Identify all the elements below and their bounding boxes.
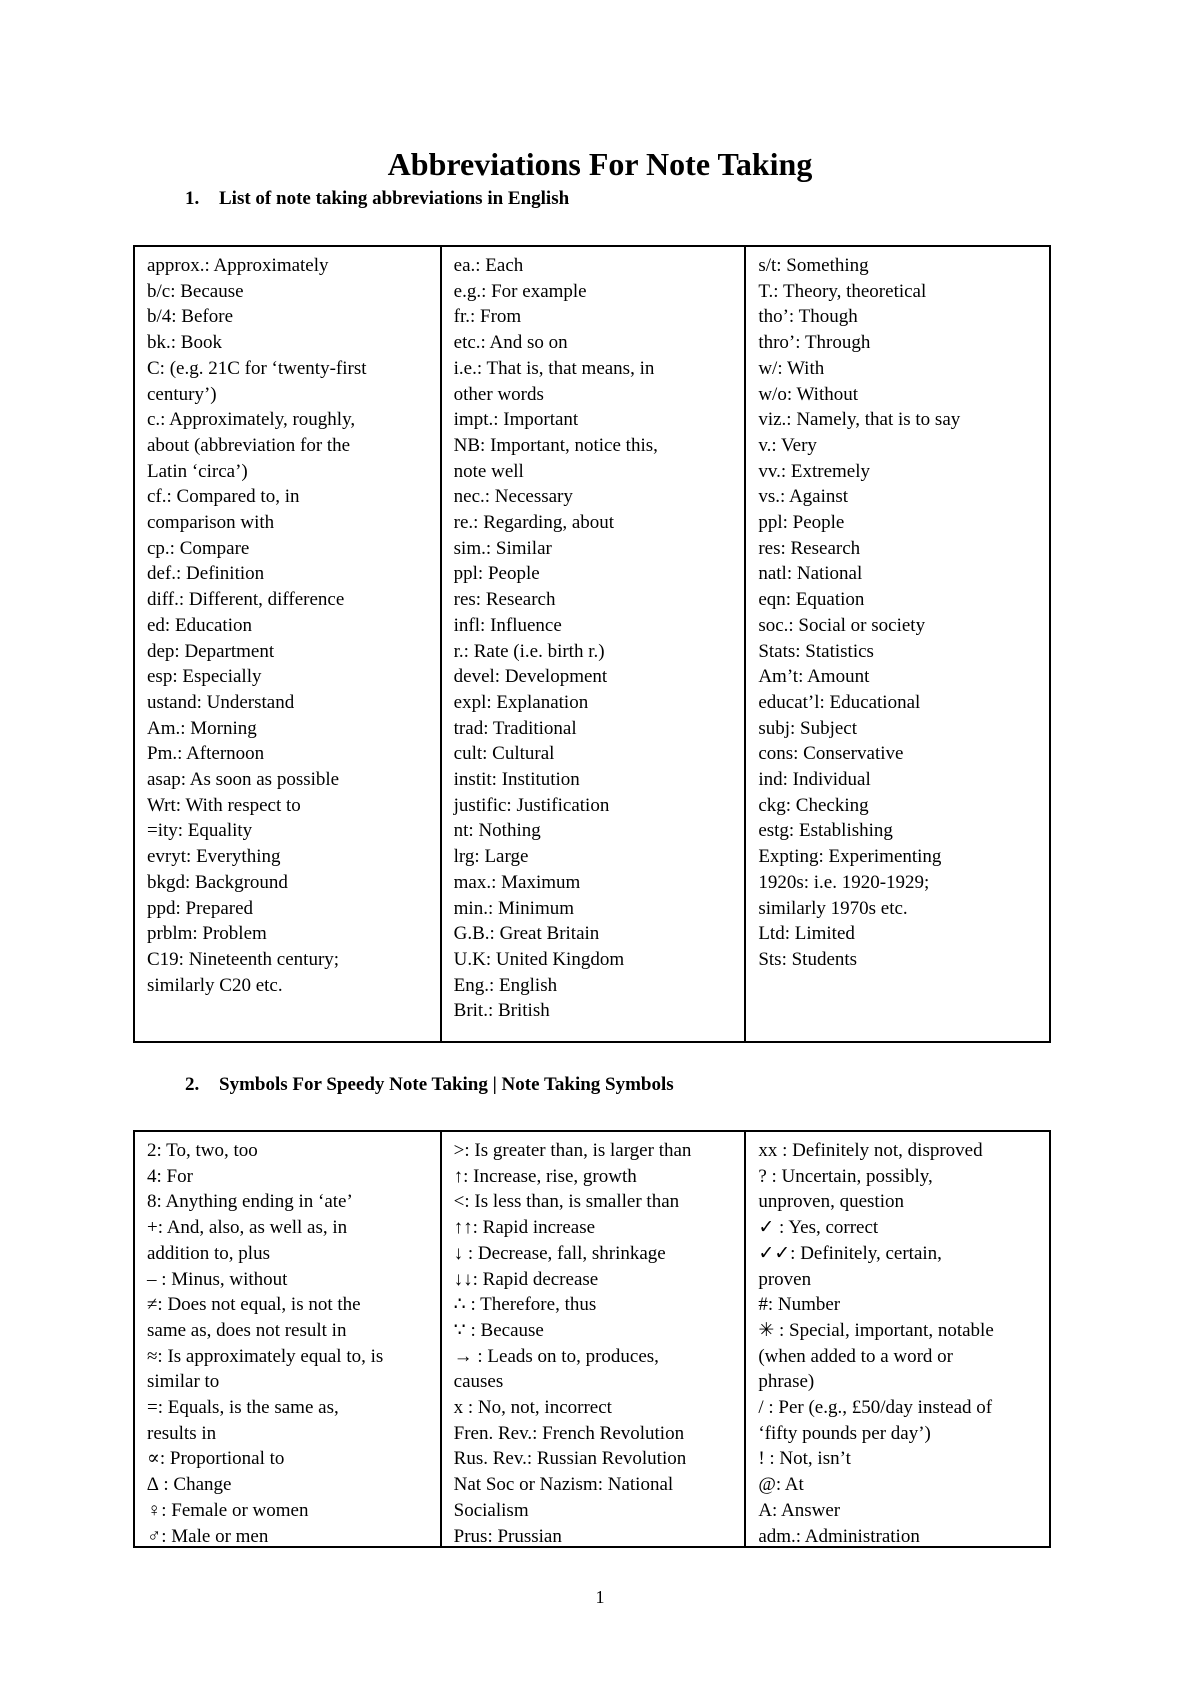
- table-cell-line: (when added to a word or: [758, 1345, 954, 1367]
- table-cell-line: Ltd: Limited: [758, 923, 855, 945]
- section-2-number: 2.: [185, 1074, 200, 1095]
- symbols-column-3: [744, 1132, 1049, 1546]
- table-cell-line: comparison with: [147, 512, 275, 534]
- table-cell-line: ckg: Checking: [758, 794, 869, 816]
- table-cell-line: ✳ : Special, important, notable: [758, 1319, 994, 1341]
- table-cell-line: ✓✓: Definitely, certain,: [758, 1242, 942, 1264]
- table-cell-line: Wrt: With respect to: [147, 794, 301, 816]
- table-cell-line: ↓ : Decrease, fall, shrinkage: [453, 1242, 666, 1264]
- table-cell-line: ustand: Understand: [147, 691, 295, 713]
- table-cell-line: addition to, plus: [147, 1242, 270, 1264]
- table-cell-line: proven: [758, 1268, 812, 1290]
- table-cell-line: natl: National: [758, 563, 863, 585]
- table-cell-line: ∵ : Because: [453, 1319, 544, 1341]
- table-cell-line: note well: [453, 460, 524, 482]
- table-cell-line: Latin ‘circa’): [147, 460, 248, 482]
- table-cell-line: ↓↓: Rapid decrease: [453, 1268, 599, 1290]
- table-cell-line: ‘fifty pounds per day’): [758, 1422, 931, 1444]
- section-2-heading-text: Symbols For Speedy Note Taking | Note Taking Symbols: [219, 1074, 674, 1095]
- table-cell-line: vs.: Against: [758, 486, 849, 508]
- table-cell-line: +: And, also, as well as, in: [147, 1217, 348, 1239]
- table-cell-line: ea.: Each: [453, 255, 524, 276]
- page-number: 1: [595, 1587, 605, 1607]
- table-cell-line: infl: Influence: [453, 614, 562, 636]
- table-cell-line: def.: Definition: [147, 563, 265, 585]
- table-cell-line: G.B.: Great Britain: [453, 923, 600, 945]
- table-cell-line: C: (e.g. 21C for ‘twenty-first: [147, 357, 367, 379]
- table-cell-line: adm.: Administration: [758, 1525, 920, 1546]
- table-cell-line: similarly 1970s etc.: [758, 897, 908, 919]
- table-cell-line: causes: [453, 1371, 504, 1393]
- table-cell-line: Am.: Morning: [147, 717, 257, 739]
- table-cell-line: ✓ : Yes, correct: [758, 1217, 879, 1239]
- table-cell-line: ppl: People: [453, 563, 540, 585]
- table-cell-line: Stats: Statistics: [758, 640, 874, 662]
- table-cell-line: 2: To, two, too: [147, 1140, 258, 1161]
- table-cell-line: ind: Individual: [758, 769, 871, 791]
- symbols-column-2: [440, 1132, 745, 1546]
- section-1-number: 1.: [185, 188, 200, 209]
- table-cell-line: asap: As soon as possible: [147, 769, 340, 791]
- table-cell-line: NB: Important, notice this,: [453, 434, 658, 456]
- table-cell-line: educat’l: Educational: [758, 691, 921, 713]
- table-cell-line: 8: Anything ending in ‘ate’: [147, 1191, 353, 1213]
- table-cell-line: Expting: Experimenting: [758, 846, 942, 868]
- table-cell-line: century’): [147, 383, 217, 405]
- table-cell-line: w/: With: [758, 357, 825, 379]
- table-cell-line: Fren. Rev.: French Revolution: [453, 1422, 685, 1444]
- table-cell-line: same as, does not result in: [147, 1319, 347, 1341]
- table-cell-line: T.: Theory, theoretical: [758, 280, 927, 302]
- table-cell-line: similarly C20 etc.: [147, 974, 283, 996]
- table-cell-line: U.K: United Kingdom: [453, 948, 625, 970]
- table-cell-line: viz.: Namely, that is to say: [758, 409, 961, 431]
- table-cell-line: cf.: Compared to, in: [147, 486, 300, 508]
- section-2-heading: [185, 1072, 674, 1098]
- table-cell-line: esp: Especially: [147, 666, 262, 688]
- table-cell-line: A: Answer: [758, 1499, 841, 1521]
- table-cell-line: thro’: Through: [758, 332, 871, 354]
- table-cell-line: ppd: Prepared: [147, 897, 254, 919]
- table-cell-line: ≈: Is approximately equal to, is: [147, 1345, 384, 1367]
- abbreviations-table: [133, 245, 1051, 1043]
- symbols-table: [133, 1130, 1051, 1548]
- table-cell-line: bkgd: Background: [147, 871, 288, 893]
- table-cell-line: >: Is greater than, is larger than: [453, 1140, 692, 1161]
- table-cell-line: w/o: Without: [758, 383, 859, 405]
- table-cell-line: soc.: Social or society: [758, 614, 926, 636]
- table-cell-line: impt.: Important: [453, 409, 579, 431]
- table-cell-line: ↑: Increase, rise, growth: [453, 1165, 637, 1187]
- table-cell-line: sim.: Similar: [453, 537, 552, 559]
- table-cell-line: x : No, not, incorrect: [453, 1397, 612, 1419]
- table-cell-line: tho’: Though: [758, 306, 858, 328]
- table-cell-line: Brit.: British: [453, 1000, 550, 1022]
- table-cell-line: devel: Development: [453, 666, 608, 688]
- table-cell-line: ↑↑: Rapid increase: [453, 1217, 596, 1239]
- table-cell-line: ∝: Proportional to: [147, 1448, 285, 1470]
- table-cell-line: bk.: Book: [147, 332, 222, 354]
- table-cell-line: b/4: Before: [147, 306, 234, 328]
- table-cell-line: i.e.: That is, that means, in: [453, 357, 655, 379]
- table-cell-line: cp.: Compare: [147, 537, 250, 559]
- table-cell-line: ? : Uncertain, possibly,: [758, 1165, 933, 1187]
- table-cell-line: ≠: Does not equal, is not the: [147, 1294, 361, 1316]
- table-cell-line: vv.: Extremely: [758, 460, 871, 482]
- table-cell-line: cons: Conservative: [758, 743, 904, 765]
- table-cell-line: Socialism: [453, 1499, 529, 1521]
- table-cell-line: Rus. Rev.: Russian Revolution: [453, 1448, 687, 1470]
- table-cell-line: @: At: [758, 1474, 804, 1496]
- table-cell-line: lrg: Large: [453, 846, 529, 868]
- table-cell-line: instit: Institution: [453, 769, 580, 791]
- table-cell-line: 4: For: [147, 1165, 193, 1187]
- table-cell-line: s/t: Something: [758, 255, 869, 276]
- table-cell-line: similar to: [147, 1371, 220, 1393]
- table-cell-line: min.: Minimum: [453, 897, 575, 919]
- table-cell-line: nec.: Necessary: [453, 486, 573, 508]
- table-cell-line: unproven, question: [758, 1191, 904, 1213]
- table-cell-line: res: Research: [453, 589, 556, 611]
- table-cell-line: ♀: Female or women: [147, 1499, 309, 1521]
- abbreviations-column-1: [135, 247, 440, 1041]
- table-cell-line: subj: Subject: [758, 717, 858, 739]
- table-cell-line: expl: Explanation: [453, 691, 589, 713]
- table-cell-line: → : Leads on to, produces,: [453, 1345, 659, 1367]
- table-cell-line: diff.: Different, difference: [147, 589, 345, 611]
- table-cell-line: ∴ : Therefore, thus: [453, 1294, 597, 1316]
- table-cell-line: prblm: Problem: [147, 923, 267, 945]
- table-cell-line: / : Per (e.g., £50/day instead of: [758, 1397, 993, 1419]
- table-cell-line: Sts: Students: [758, 948, 858, 970]
- table-cell-line: Am’t: Amount: [758, 666, 870, 688]
- table-cell-line: other words: [453, 383, 544, 405]
- abbreviations-column-3: [744, 247, 1049, 1041]
- table-cell-line: xx : Definitely not, disproved: [758, 1140, 983, 1161]
- table-cell-line: etc.: And so on: [453, 332, 568, 354]
- table-cell-line: Pm.: Afternoon: [147, 743, 265, 765]
- table-cell-line: dep: Department: [147, 640, 275, 662]
- table-cell-line: – : Minus, without: [147, 1268, 288, 1290]
- table-cell-line: =ity: Equality: [147, 820, 253, 842]
- table-cell-line: re.: Regarding, about: [453, 512, 615, 534]
- table-cell-line: ppl: People: [758, 512, 845, 534]
- table-cell-line: cult: Cultural: [453, 743, 555, 765]
- table-cell-line: res: Research: [758, 537, 861, 559]
- section-1-heading: [185, 186, 569, 212]
- table-cell-line: =: Equals, is the same as,: [147, 1397, 339, 1419]
- table-cell-line: v.: Very: [758, 434, 817, 456]
- table-cell-line: about (abbreviation for the: [147, 434, 351, 456]
- table-cell-line: c.: Approximately, roughly,: [147, 409, 356, 431]
- symbols-column-1: [135, 1132, 440, 1546]
- table-cell-line: b/c: Because: [147, 280, 244, 302]
- table-cell-line: <: Is less than, is smaller than: [453, 1191, 680, 1213]
- table-cell-line: phrase): [758, 1371, 815, 1393]
- table-cell-line: 1920s: i.e. 1920-1929;: [758, 871, 930, 893]
- table-cell-line: e.g.: For example: [453, 280, 587, 302]
- page-title: Abbreviations For Note Taking: [387, 146, 813, 182]
- table-cell-line: max.: Maximum: [453, 871, 581, 893]
- table-cell-line: approx.: Approximately: [147, 255, 329, 276]
- table-cell-line: Prus: Prussian: [453, 1525, 562, 1546]
- table-cell-line: ! : Not, isn’t: [758, 1448, 851, 1470]
- table-cell-line: nt: Nothing: [453, 820, 541, 842]
- table-cell-line: r.: Rate (i.e. birth r.): [453, 640, 605, 662]
- table-cell-line: fr.: From: [453, 306, 522, 328]
- table-cell-line: Nat Soc or Nazism: National: [453, 1474, 674, 1496]
- table-cell-line: C19: Nineteenth century;: [147, 948, 340, 970]
- table-cell-line: justific: Justification: [453, 794, 610, 816]
- table-cell-line: results in: [147, 1422, 217, 1444]
- table-cell-line: trad: Traditional: [453, 717, 577, 739]
- table-cell-line: #: Number: [758, 1294, 841, 1316]
- table-cell-line: estg: Establishing: [758, 820, 893, 842]
- table-cell-line: ∆ : Change: [147, 1474, 232, 1496]
- table-cell-line: Eng.: English: [453, 974, 558, 996]
- section-1-heading-text: List of note taking abbreviations in English: [219, 188, 570, 209]
- abbreviations-column-2: [440, 247, 745, 1041]
- table-cell-line: ♂: Male or men: [147, 1525, 269, 1546]
- table-cell-line: evryt: Everything: [147, 846, 281, 868]
- table-cell-line: eqn: Equation: [758, 589, 865, 611]
- table-cell-line: ed: Education: [147, 614, 252, 636]
